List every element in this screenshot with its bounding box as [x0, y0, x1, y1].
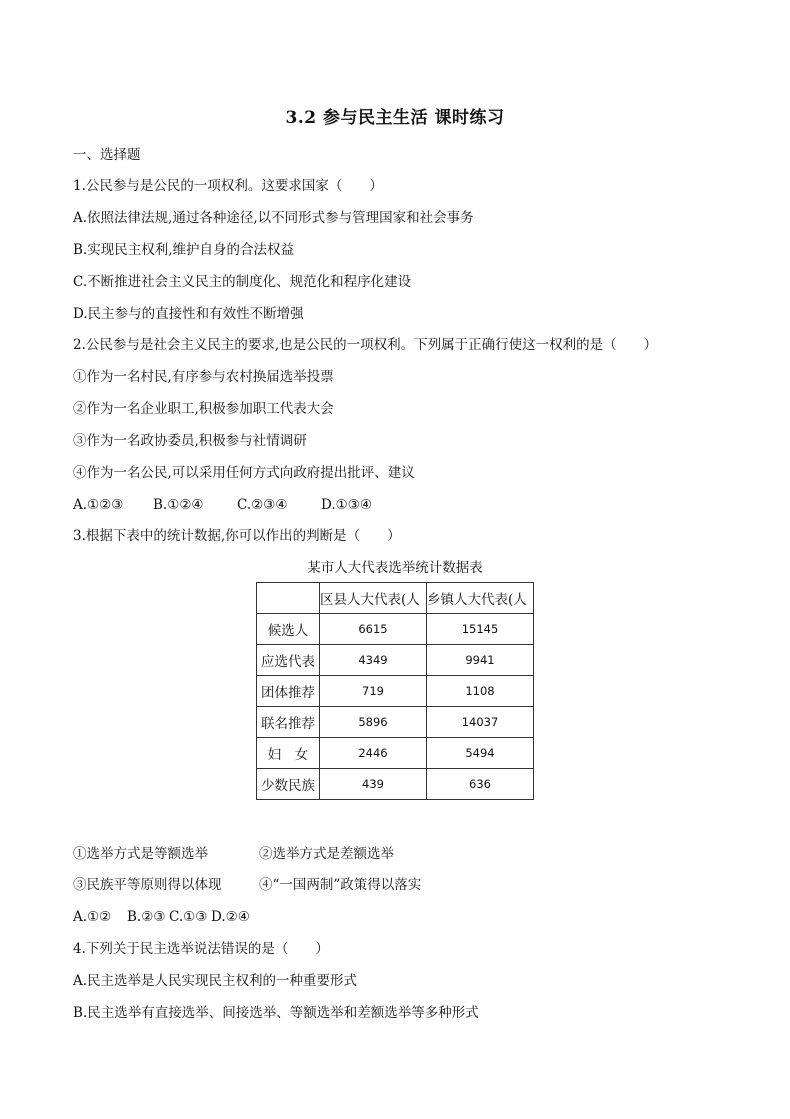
table-caption: 某市人大代表选举统计数据表	[307, 560, 483, 576]
question-3-choice-d: D.②④	[211, 909, 250, 925]
question-1-option-a: A.依照法律法规,通过各种途径,以不同形式参与管理国家和社会事务	[73, 210, 474, 226]
table-row	[257, 676, 534, 707]
question-4-stem: 4.下列关于民主选举说法错误的是（ ）	[73, 941, 329, 957]
table-row-label: 联名推荐	[257, 707, 320, 738]
question-3-statement-1: ①选举方式是等额选举	[73, 846, 208, 862]
question-2-choice-b: B.①②④	[153, 497, 204, 513]
question-4-option-a: A.民主选举是人民实现民主权利的一种重要形式	[73, 973, 358, 989]
table-row-label: 妇 女	[257, 738, 320, 769]
table-cell: 6615	[320, 614, 427, 645]
question-3-choice-c: C.①③	[169, 909, 208, 925]
table-row	[257, 645, 534, 676]
table-row	[257, 769, 534, 800]
table-cell: 439	[320, 769, 427, 800]
question-2-item-1: ①作为一名村民,有序参与农村换届选举投票	[73, 369, 334, 385]
question-2-item-2: ②作为一名企业职工,积极参加职工代表大会	[73, 401, 334, 417]
question-2-choice-c: C.②③④	[237, 497, 288, 513]
table-header-cell	[257, 583, 320, 614]
table-header-cell: 乡镇人大代表(人	[427, 583, 534, 614]
question-3-stem: 3.根据下表中的统计数据,你可以作出的判断是（ ）	[73, 528, 401, 544]
question-3-choice-b: B.②③	[127, 909, 166, 925]
table-cell: 5896	[320, 707, 427, 738]
section-heading: 一、选择题	[73, 147, 141, 163]
table-cell: 4349	[320, 645, 427, 676]
table-cell: 2446	[320, 738, 427, 769]
question-3-statement-3: ③民族平等原则得以体现	[73, 877, 222, 893]
question-2-stem: 2.公民参与是社会主义民主的要求,也是公民的一项权利。下列属于正确行使这一权利的是（ ）	[73, 337, 658, 353]
question-2-item-4: ④作为一名公民,可以采用任何方式向政府提出批评、建议	[73, 465, 415, 481]
question-1-option-c: C.不断推进社会主义民主的制度化、规范化和程序化建设	[73, 274, 412, 290]
table-cell: 5494	[427, 738, 534, 769]
question-3-choices	[73, 908, 250, 926]
table-cell: 1108	[427, 676, 534, 707]
question-3-statements-row-1	[73, 845, 394, 863]
table-cell: 9941	[427, 645, 534, 676]
statistics-table	[256, 582, 534, 800]
question-1-option-d: D.民主参与的直接性和有效性不断增强	[73, 306, 304, 322]
table-cell: 719	[320, 676, 427, 707]
table-row-label: 团体推荐	[257, 676, 320, 707]
table-cell: 636	[427, 769, 534, 800]
question-2-choices	[73, 496, 372, 514]
question-3-statements-row-2	[73, 876, 421, 894]
table-row-label: 少数民族	[257, 769, 320, 800]
question-4-option-b: B.民主选举有直接选举、间接选举、等额选举和差额选举等多种形式	[73, 1005, 479, 1021]
table-header-row	[257, 583, 534, 614]
page-title: 3.2 参与民主生活 课时练习	[285, 108, 505, 128]
table-cell: 15145	[427, 614, 534, 645]
table-row-label: 候选人	[257, 614, 320, 645]
question-3-choice-a: A.①②	[73, 909, 112, 925]
question-1-stem: 1.公民参与是公民的一项权利。这要求国家（ ）	[73, 178, 383, 194]
table-row	[257, 707, 534, 738]
question-3-statement-4: ④“一国两制”政策得以落实	[259, 877, 422, 893]
question-2-choice-a: A.①②③	[73, 497, 124, 513]
question-1-option-b: B.实现民主权利,维护自身的合法权益	[73, 242, 295, 258]
table-header-cell: 区县人大代表(人	[320, 583, 427, 614]
table-cell: 14037	[427, 707, 534, 738]
table-row-label: 应选代表	[257, 645, 320, 676]
question-2-item-3: ③作为一名政协委员,积极参与社情调研	[73, 433, 307, 449]
table-row	[257, 614, 534, 645]
question-2-choice-d: D.①③④	[321, 497, 372, 513]
table-row	[257, 738, 534, 769]
question-3-statement-2: ②选举方式是差额选举	[259, 846, 394, 862]
